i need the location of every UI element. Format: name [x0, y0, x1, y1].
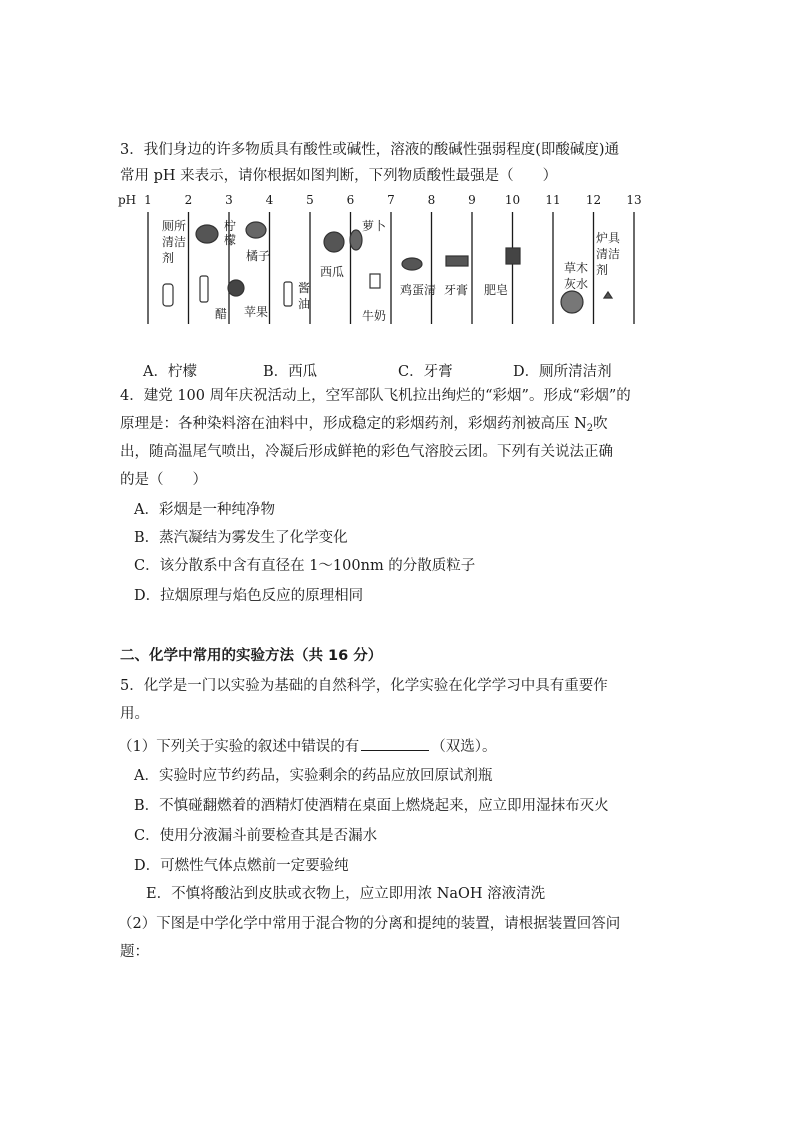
q3-option-d[interactable]: D．厕所清洁剂 [513, 364, 612, 380]
q4-stem-line2: 原理是：各种染料溶在油料中，形成稳定的彩烟药剂，彩烟药剂被高压 $N_2$吹 [120, 416, 608, 434]
ph-item-toothpaste: 牙膏 [444, 283, 469, 297]
ph-tick-7: 7 [387, 193, 395, 207]
ph-tick-13: 13 [626, 193, 642, 207]
q3-option-c[interactable]: C．牙膏 [398, 364, 453, 380]
n2-subscript: 2 [586, 423, 594, 434]
egg-white-icon [402, 258, 422, 270]
toilet-cleaner-bottle-icon [163, 284, 173, 306]
ph-scale-chart [116, 190, 642, 336]
ph-item-stove-cleaner: 炉具清洁剂 [596, 231, 621, 277]
q5-part1-prompt: （1）下列关于实验的叙述中错误的有 （双选）。 [118, 736, 496, 757]
q5-option-b[interactable]: B．不慎碰翻燃着的酒精灯使酒精在桌面上燃烧起来，应立即用湿抹布灭火 [134, 798, 609, 814]
q3-stem-line2: 常用 pH 来表示，请你根据如图判断，下列物质酸性最强是（ ） [120, 168, 558, 184]
q5-part2-line2: 题： [120, 944, 149, 960]
ph-item-vinegar: 醋 [215, 307, 228, 321]
q5-option-e[interactable]: E．不慎将酸沾到皮肤或衣物上，应立即用浓 NaOH 溶液清洗 [146, 886, 546, 902]
ph-item-apple: 苹果 [244, 305, 269, 319]
q4-option-b[interactable]: B．蒸汽凝结为雾发生了化学变化 [134, 530, 348, 546]
ph-tick-4: 4 [265, 193, 274, 207]
stove-cleaner-spray-icon [604, 292, 612, 298]
ph-tick-9: 9 [468, 193, 476, 207]
ph-item-milk: 牛奶 [362, 309, 387, 323]
q4-stem-line1: 4．建党 100 周年庆祝活动上，空军部队飞机拉出绚烂的“彩烟”。形成“彩烟”的 [120, 388, 631, 404]
ph-tick-3: 3 [225, 193, 233, 207]
q4-stem-line3: 出，随高温尾气喷出，冷凝后形成鲜艳的彩色气溶胶云团。下列有关说法正确 [120, 444, 613, 460]
ph-tick-1: 1 [144, 193, 152, 207]
vinegar-bottle-icon [200, 276, 208, 302]
soap-icon [506, 248, 520, 264]
ph-tick-12: 12 [585, 193, 602, 207]
q4-stem-line4: 的是（ ） [120, 472, 207, 488]
q3-option-b[interactable]: B．西瓜 [263, 364, 318, 380]
ph-item-lemon: 柠檬 [224, 219, 237, 247]
q3-stem-line1: 3．我们身边的许多物质具有酸性或碱性，溶液的酸碱性强弱程度(即酸碱度)通 [120, 142, 620, 158]
q5-stem-line1: 5．化学是一门以实验为基础的自然科学，化学实验在化学学习中具有重要作 [120, 678, 608, 694]
q5-option-d[interactable]: D．可燃性气体点燃前一定要验纯 [134, 858, 349, 874]
ph-tick-10: 10 [504, 193, 521, 207]
ph-item-orange: 橘子 [246, 249, 271, 263]
milk-carton-icon [370, 274, 380, 288]
q5-option-a[interactable]: A．实验时应节约药品，实验剩余的药品应放回原试剂瓶 [134, 768, 493, 784]
q4-option-a[interactable]: A．彩烟是一种纯净物 [134, 502, 275, 518]
ph-item-radish: 萝卜 [362, 219, 387, 233]
q3-option-a[interactable]: A．柠檬 [143, 364, 197, 380]
ph-tick-8: 8 [427, 193, 436, 207]
q5-part2-line1: （2）下图是中学化学中常用于混合物的分离和提纯的装置，请根据装置回答问 [118, 916, 621, 932]
q5-part1-answer-blank[interactable] [361, 736, 429, 751]
q5-option-c[interactable]: C．使用分液漏斗前要检查其是否漏水 [134, 828, 378, 844]
ph-item-soy-sauce: 酱油 [298, 281, 311, 311]
lemon-icon [196, 225, 218, 243]
q4-option-d[interactable]: D．拉烟原理与焰色反应的原理相同 [134, 588, 364, 604]
orange-icon [246, 222, 266, 238]
ph-item-toilet-cleaner: 厕所清洁剂 [162, 219, 187, 265]
apple-icon [228, 280, 244, 296]
ph-axis-label: pH [118, 193, 137, 207]
ph-tick-6: 6 [346, 193, 355, 207]
q4-option-c[interactable]: C．该分散系中含有直径在 1～100nm 的分散质粒子 [134, 558, 476, 574]
watermelon-icon [324, 232, 344, 252]
ph-item-plant-ash-water: 草木灰水 [564, 261, 589, 291]
ph-tick-11: 11 [545, 193, 561, 207]
q5-stem-line2: 用。 [120, 706, 149, 722]
radish-icon [350, 230, 362, 250]
ph-item-watermelon: 西瓜 [320, 265, 345, 279]
ph-item-egg-white: 鸡蛋清 [400, 283, 437, 297]
ph-tick-2: 2 [184, 193, 193, 207]
ph-tick-5: 5 [306, 193, 314, 207]
ph-item-soap: 肥皂 [484, 283, 509, 297]
toothpaste-icon [446, 256, 468, 266]
plant-ash-bowl-icon [561, 291, 583, 313]
section-2-title: 二、化学中常用的实验方法（共 16 分） [120, 648, 383, 664]
soy-sauce-bottle-icon [284, 282, 292, 306]
